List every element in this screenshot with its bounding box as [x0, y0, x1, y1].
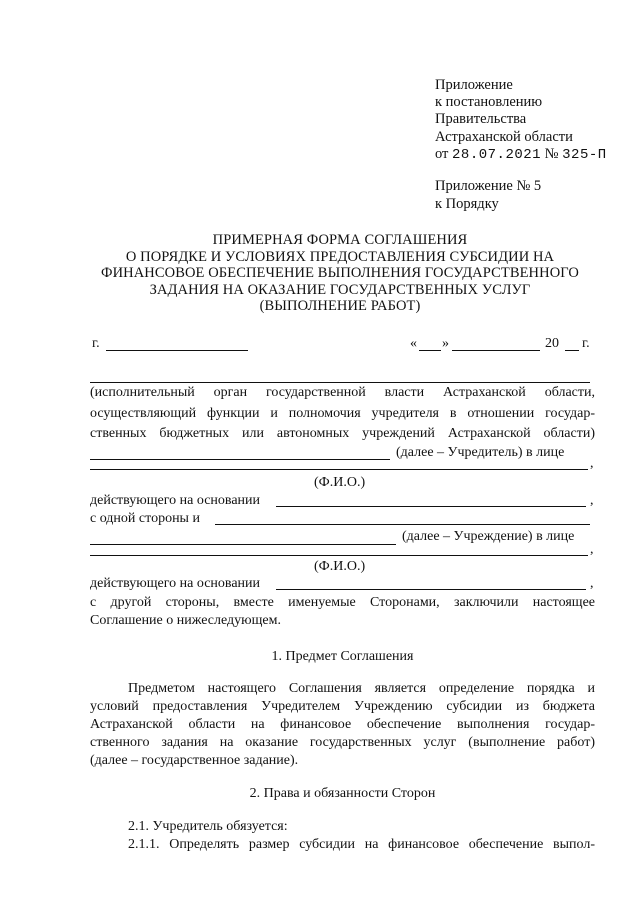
closing-line: Соглашение о нижеследующем.	[90, 613, 281, 628]
section-1-paragraph-line: условий предоставления Учредителем Учреждению субсидии из бюджета	[90, 699, 595, 714]
section-1-paragraph-line: (далее – государственное задание).	[90, 753, 299, 768]
basis-blank	[276, 506, 586, 507]
title-line: ЗАДАНИЯ НА ОКАЗАНИЕ ГОСУДАРСТВЕННЫХ УСЛУГ	[149, 281, 531, 298]
founder-desc-line: (исполнительный орган государственной власти Астраханской области,	[90, 385, 595, 400]
title-line: ПРИМЕРНАЯ ФОРМА СОГЛАШЕНИЯ	[212, 232, 468, 248]
appendix-line: Астраханской области	[435, 128, 573, 145]
founder-desc-line: осуществляющий функции и полномочия учредителя в отношении государ-	[90, 406, 595, 421]
appendix-line: Приложение	[435, 77, 513, 93]
date-quote-open: «	[410, 336, 417, 351]
date-quote-close: »	[442, 336, 449, 351]
day-blank	[419, 350, 441, 351]
founder-name-blank	[90, 382, 590, 383]
acting-basis-label: действующего на основании	[90, 576, 261, 591]
city-blank	[106, 350, 248, 351]
institution-rep-blank	[90, 555, 588, 556]
number-sign: №	[544, 145, 559, 162]
date-prefix: от	[435, 145, 449, 162]
institution-blank	[90, 544, 396, 545]
section-1-heading: 1. Предмет Соглашения	[271, 649, 414, 664]
appendix-block	[435, 77, 607, 164]
city-prefix: г.	[92, 336, 100, 351]
date-value: 28.07.2021	[452, 146, 542, 163]
appendix-date-line	[435, 146, 607, 164]
appendix-line: Правительства	[435, 111, 527, 128]
comma: ,	[590, 493, 594, 508]
closing-line: с другой стороны, вместе именуемые Сторонами, заключили настоящее	[90, 595, 595, 610]
section-2-heading: 2. Права и обязанности Сторон	[249, 786, 436, 801]
section-1-paragraph-line: Астраханской области на финансовое обеспечение выполнения государ-	[90, 717, 595, 732]
clause-2-1: 2.1. Учредитель обязуется:	[128, 819, 288, 834]
basis-blank	[276, 589, 586, 590]
clause-2-1-1: 2.1.1. Определять размер субсидии на финансовое обеспечение выпол-	[128, 837, 595, 852]
appendix-5-line: Приложение № 5	[435, 178, 542, 194]
founder-desc-line: ственных бюджетных или автономных учреждений Астраханской области)	[90, 426, 595, 441]
title-line: (ВЫПОЛНЕНИЕ РАБОТ)	[259, 298, 421, 315]
document-title	[80, 232, 600, 315]
appendix-5-line: к Порядку	[435, 195, 499, 212]
number-value: 325-П	[562, 146, 607, 163]
title-line: О ПОРЯДКЕ И УСЛОВИЯХ ПРЕДОСТАВЛЕНИЯ СУБСИДИИ НА	[125, 248, 555, 265]
title-line: ФИНАНСОВОЕ ОБЕСПЕЧЕНИЕ ВЫПОЛНЕНИЯ ГОСУДАРСТВЕННОГО	[101, 265, 579, 282]
comma: ,	[590, 576, 594, 591]
year-suffix: г.	[582, 336, 590, 351]
one-side-label: с одной стороны и	[90, 511, 200, 526]
acting-basis-label: действующего на основании	[90, 493, 261, 508]
founder-suffix: (далее – Учредитель) в лице	[396, 445, 565, 460]
section-1-paragraph-line: Предметом настоящего Соглашения является определение порядка и	[128, 681, 595, 696]
fio-label: (Ф.И.О.)	[314, 559, 366, 574]
year-prefix: 20	[545, 336, 559, 351]
institution-suffix: (далее – Учреждение) в лице	[402, 529, 575, 544]
comma: ,	[590, 456, 594, 471]
year-blank	[565, 350, 579, 351]
appendix-line: к постановлению	[435, 94, 543, 111]
section-1-paragraph-line: ственного задания на оказание государственных услуг (выполнение работ)	[90, 735, 595, 750]
comma: ,	[590, 542, 594, 557]
founder-rep-blank	[90, 469, 588, 470]
institution-name-blank	[215, 524, 590, 525]
month-blank	[452, 350, 540, 351]
fio-label: (Ф.И.О.)	[314, 475, 366, 490]
founder-blank	[90, 459, 390, 460]
appendix-5-block	[435, 178, 541, 213]
